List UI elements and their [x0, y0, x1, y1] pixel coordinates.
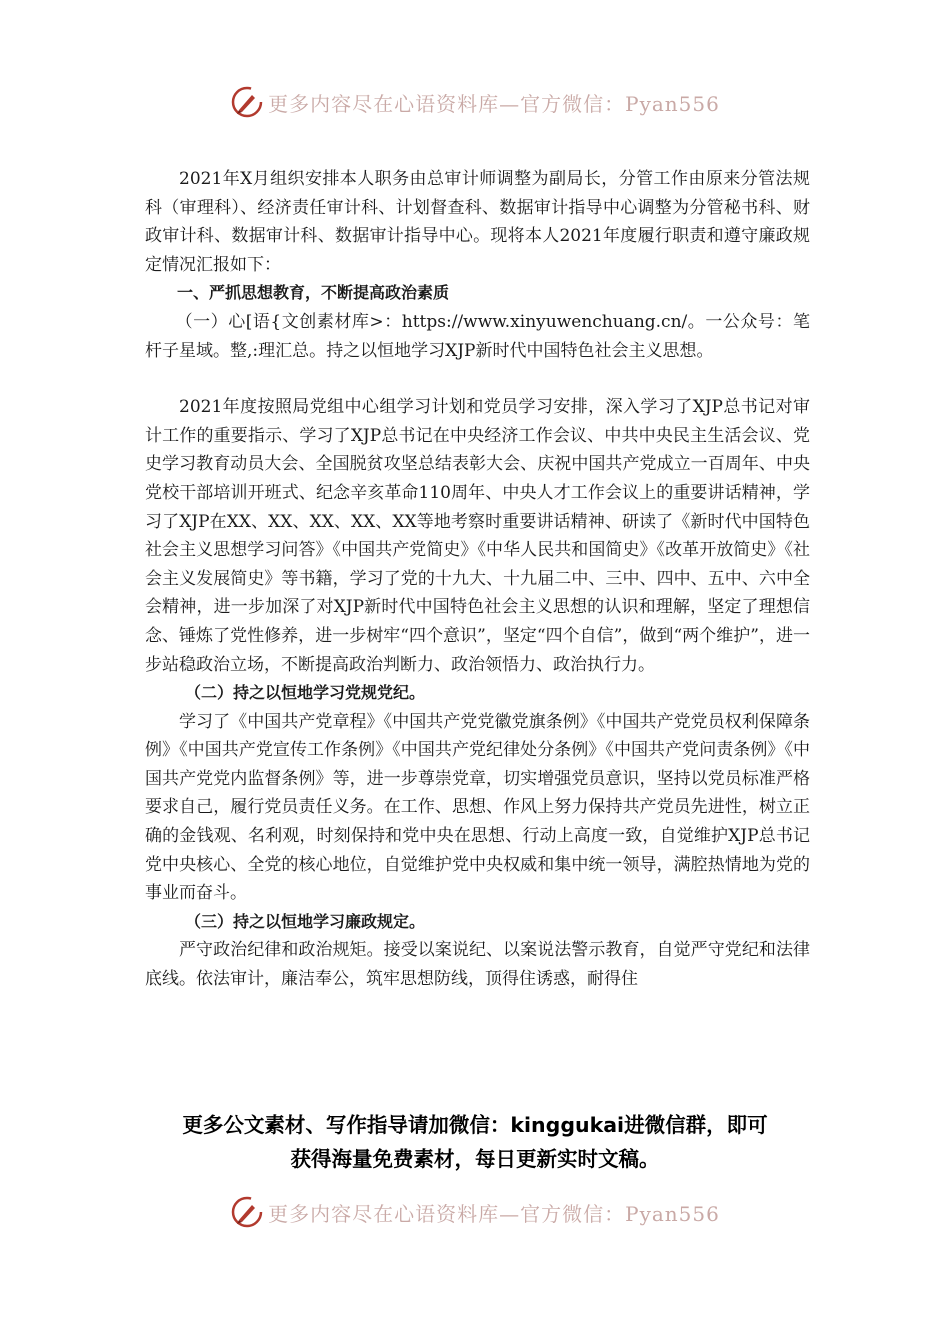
- promo-notice: [0, 1108, 950, 1176]
- document-body: [145, 165, 810, 994]
- paragraph-study: 2021年度按照局党组中心组学习计划和党员学习安排，深入学习了XJP总书记对审计工作的重要指示、学习了XJP总书记在中央经济工作会议、中共中央民主生活会议、党史学习教育动员大会、全国脱贫攻坚总结表彰大会、庆祝中国共产党成立一百周年、中央党校干部培训开班式、纪念辛亥革命110周年、中央人才工作会议上的重要讲话精神，学习了XJP在XX、XX、XX、XX、XX等地考察时重要讲话精神、研读了《新时代中国特色社会主义思想学习问答》《中国共产党简史》《中华人民共和国简史》《改革开放简史》《社会主义发展简史》等书籍，学习了党的十九大、十九届二中、三中、四中、五中、六中全会精神，进一步加深了对XJP新时代中国特色社会主义思想的认识和理解，坚定了理想信念、锤炼了党性修养，进一步树牢“四个意识”，坚定“四个自信”，做到“两个维护”，进一步站稳政治立场，不断提高政治判断力、政治领悟力、政治执行力。: [145, 397, 810, 675]
- header-banner-text: 更多内容尽在心语资料库—官方微信：Pyan556: [268, 91, 720, 116]
- promo-line-2: 获得海量免费素材，每日更新实时文稿。: [290, 1147, 660, 1171]
- subsection-heading-2: （二）持之以恒地学习党规党纪。: [185, 683, 426, 703]
- intro-paragraph: 2021年X月组织安排本人职务由总审计师调整为副局长，分管工作由原来分管法规科（审理科）、经济责任审计科、计划督查科、数据审计指导中心调整为分管秘书科、财政审计科、数据审计科、数据审计指导中心。现将本人2021年度履行职责和遵守廉政规定情况汇报如下：: [145, 169, 810, 275]
- footer-banner-text: 更多内容尽在心语资料库—官方微信：Pyan556: [268, 1201, 720, 1226]
- subsection-heading-3: （三）持之以恒地学习廉政规定。: [185, 911, 426, 931]
- footer-banner: [0, 1192, 950, 1232]
- pen-logo-icon: [230, 85, 264, 119]
- pen-logo-icon: [230, 1195, 264, 1229]
- paragraph-integrity: 严守政治纪律和政治规矩。接受以案说纪、以案说法警示教育，自觉严守党纪和法律底线。依法审计，廉洁奉公，筑牢思想防线，顶得住诱惑，耐得住: [145, 940, 810, 990]
- subsection-1-line: （一）心[语{文创素材库>：https://www.xinyuwenchuang.cn/。一公众号：笔杆子星域。整,:理汇总。持之以恒地学习XJP新时代中国特色社会主义思想。: [145, 311, 810, 361]
- paragraph-gap: [145, 365, 810, 393]
- section-heading-1: 一、严抓思想教育，不断提高政治素质: [177, 283, 450, 303]
- paragraph-party-rules: 学习了《中国共产党章程》《中国共产党党徽党旗条例》《中国共产党党员权利保障条例》《中国共产党宣传工作条例》《中国共产党纪律处分条例》《中国共产党问责条例》《中国共产党党内监督条例》等，进一步尊崇党章，切实增强党员意识，坚持以党员标准严格要求自己，履行党员责任义务。在工作、思想、作风上努力保持共产党员先进性，树立正确的金钱观、名利观，时刻保持和党中央在思想、行动上高度一致，自觉维护XJP总书记党中央核心、全党的核心地位，自觉维护党中央权威和集中统一领导，满腔热情地为党的事业而奋斗。: [145, 711, 810, 904]
- header-banner: [0, 82, 950, 122]
- promo-line-1: 更多公文素材、写作指导请加微信：kinggukai进微信群，即可: [182, 1113, 768, 1137]
